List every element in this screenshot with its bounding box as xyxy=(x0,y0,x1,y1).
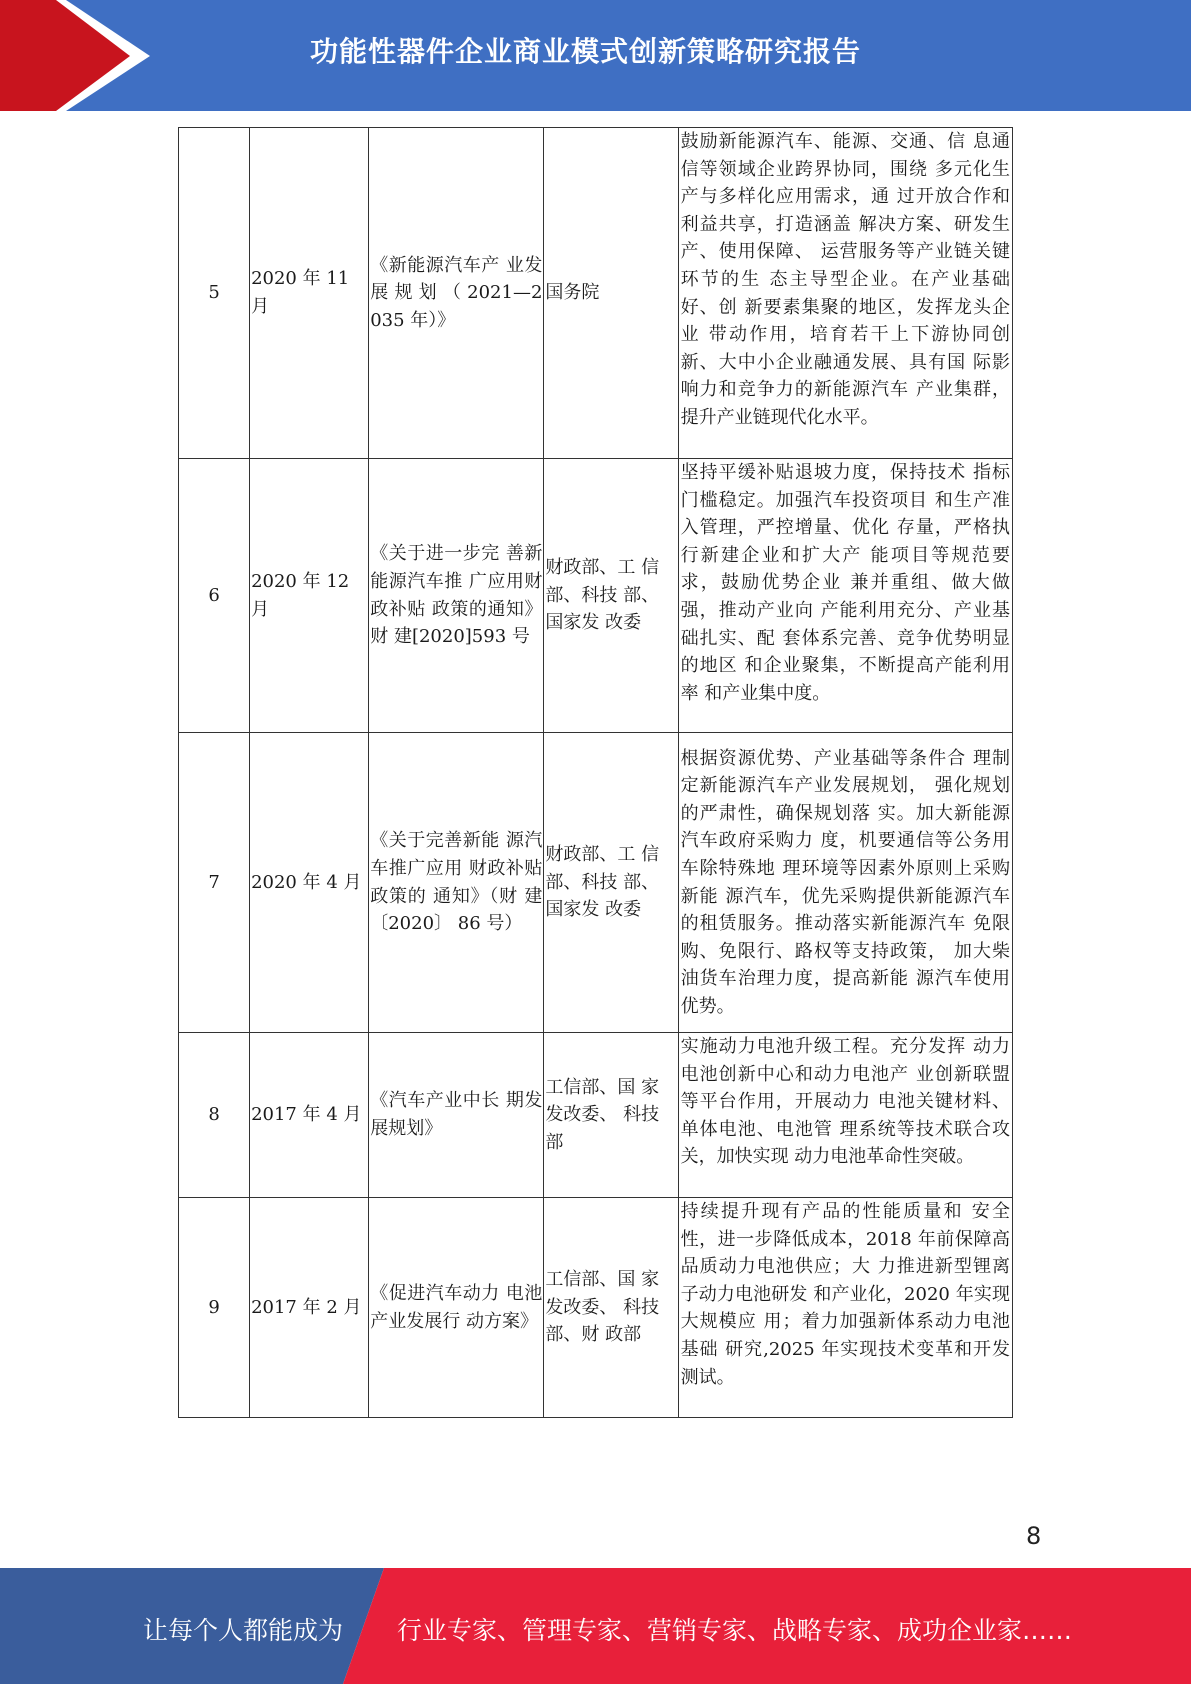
row-number: 9 xyxy=(179,1198,250,1418)
row-policy-title: 《促进汽车动力 电池产业发展行 动方案》 xyxy=(369,1198,544,1418)
row-issuer: 财政部、工 信部、科技 部、国家发 改委 xyxy=(544,459,678,733)
row-date: 2020 年 12 月 xyxy=(250,459,369,733)
table-row xyxy=(179,733,1013,1033)
row-number: 5 xyxy=(179,128,250,459)
table-row xyxy=(179,459,1013,733)
row-date: 2017 年 4 月 xyxy=(250,1033,369,1198)
footer-slogan-left: 让每个人都能成为 xyxy=(143,1616,344,1645)
row-date: 2020 年 11 月 xyxy=(250,128,369,459)
row-issuer: 财政部、工 信部、科技 部、国家发 改委 xyxy=(544,733,678,1033)
row-policy-title: 《汽车产业中长 期发展规划》 xyxy=(369,1033,544,1198)
row-number: 8 xyxy=(179,1033,250,1198)
table-row xyxy=(179,128,1013,459)
row-date: 2017 年 2 月 xyxy=(250,1198,369,1418)
table-row xyxy=(179,1198,1013,1418)
row-issuer: 工信部、国 家发改委、 科技部、财 政部 xyxy=(544,1198,678,1418)
footer-slogan-right: 行业专家、管理专家、营销专家、战略专家、成功企业家…… xyxy=(397,1616,1073,1645)
row-content: 鼓励新能源汽车、能源、交通、信 息通信等领域企业跨界协同，围绕 多元化生产与多样化应用需求，通 过开放合作和利益共享，打造涵盖 解决方案、研发生产、使用保障、 运营服务等产业链关键环节的生 态主导型企业。在产业基础好、创 新要素集聚的地区，发挥龙头企业 带动作用，培育若干上下游协同创 新、大中小企业融通发展、具有国 际影响力和竞争力的新能源汽车 产业集群，提升产业链现代化水平。 xyxy=(678,128,1012,459)
chevron-arrow-icon xyxy=(0,0,150,111)
row-policy-title: 《新能源汽车产 业发 展 规 划 （ 2021—2035 年）》 xyxy=(369,128,544,459)
table-row xyxy=(179,1033,1013,1198)
row-content: 根据资源优势、产业基础等条件合 理制定新能源汽车产业发展规划， 强化规划的严肃性，确保规划落 实。加大新能源汽车政府采购力 度，机要通信等公务用车除特殊地 理环境等因素外原则上采购新能 源汽车，优先采购提供新能源汽车 的租赁服务。推动落实新能源汽车 免限购、免限行、路权等支持政策， 加大柴油货车治理力度，提高新能 源汽车使用优势。 xyxy=(678,733,1012,1033)
row-policy-title: 《关于完善新能 源汽车推广应用 财政补贴政策的 通知》（财 建 〔2020〕 86 号） xyxy=(369,733,544,1033)
page-number: 8 xyxy=(1026,1522,1042,1550)
row-number: 6 xyxy=(179,459,250,733)
row-content: 坚持平缓补贴退坡力度，保持技术 指标门槛稳定。加强汽车投资项目 和生产准入管理，严控增量、优化 存量，严格执行新建企业和扩大产 能项目等规范要求，鼓励优势企业 兼并重组、做大做强，推动产业向 产能利用充分、产业基础扎实、配 套体系完善、竞争优势明显的地区 和企业聚集，不断提高产能利用率 和产业集中度。 xyxy=(678,459,1012,733)
header-banner xyxy=(0,0,1191,111)
row-issuer: 工信部、国 家发改委、 科技部 xyxy=(544,1033,678,1198)
footer-banner xyxy=(0,1568,1191,1684)
row-issuer: 国务院 xyxy=(544,128,678,459)
row-date: 2020 年 4 月 xyxy=(250,733,369,1033)
row-content: 持续提升现有产品的性能质量和 安全性，进一步降低成本，2018 年前保障高品质动力电池供应；大 力推进新型锂离子动力电池研发 和产业化，2020 年实现大规模应 用；着力加强新体系动力电池基础 研究,2025 年实现技术变革和开发 测试。 xyxy=(678,1198,1012,1418)
policy-table xyxy=(178,127,1013,1418)
row-policy-title: 《关于进一步完 善新能源汽车推 广应用财政补贴 政策的通知》财 建[2020]593 号 xyxy=(369,459,544,733)
row-number: 7 xyxy=(179,733,250,1033)
row-content: 实施动力电池升级工程。充分发挥 动力电池创新中心和动力电池产 业创新联盟等平台作用，开展动力 电池关键材料、单体电池、电池管 理系统等技术联合攻关，加快实现 动力电池革命性突破。 xyxy=(678,1033,1012,1198)
report-title: 功能性器件企业商业模式创新策略研究报告 xyxy=(310,35,862,68)
